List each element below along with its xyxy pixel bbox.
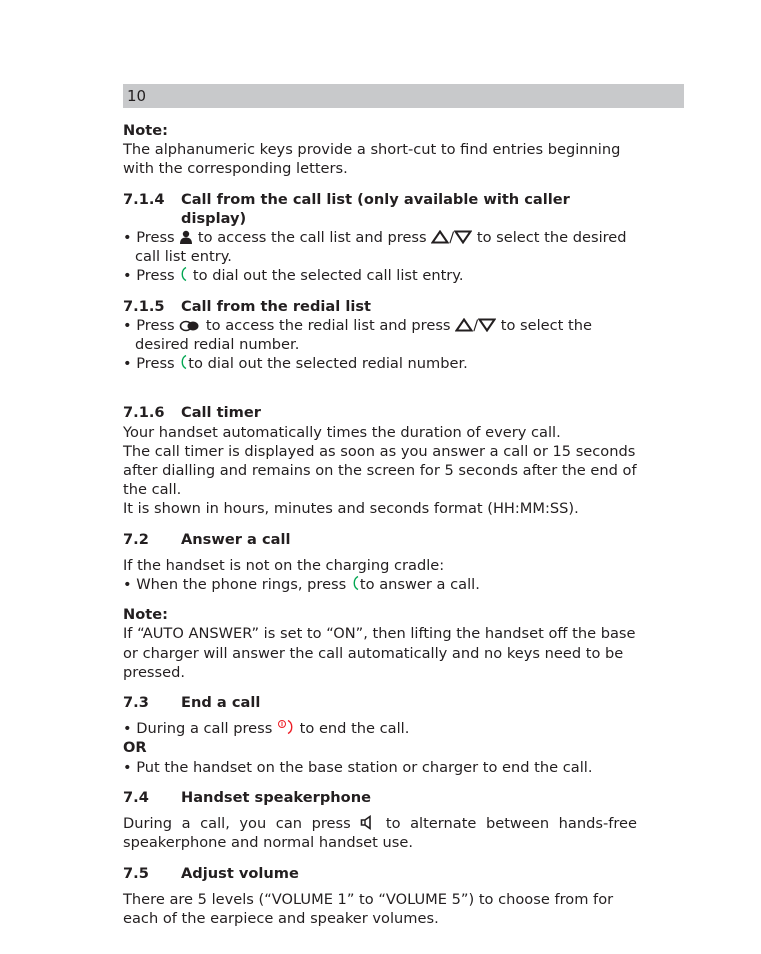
bullet-item: • During a call press to end the call.	[123, 720, 410, 738]
bullet-item: • Press to dial out the selected redial number.	[123, 355, 468, 373]
speaker-icon	[360, 815, 376, 830]
paragraph: There are 5 levels (“VOLUME 1” to “VOLUME 5”) to choose from for each of the earpiece and speaker volumes.	[123, 890, 614, 927]
section-heading-7-1-6	[123, 403, 637, 422]
section-number: 7.4	[123, 788, 149, 806]
paragraph: If the handset is not on the charging cradle:	[123, 556, 445, 574]
section-heading-7-2	[123, 530, 637, 549]
paragraph: It is shown in hours, minutes and seconds format (HH:MM:SS).	[123, 500, 579, 518]
redial-icon	[179, 320, 201, 332]
section-number: 7.1.4	[123, 190, 165, 208]
bullet-item: • Press to access the call list and press / to select the desired call list entry.	[123, 229, 627, 266]
section-title: End a call	[181, 694, 261, 712]
green-call-key-icon	[179, 354, 188, 370]
red-end-key-icon	[277, 719, 295, 735]
section-heading-7-3	[123, 693, 637, 712]
section-title: Handset speakerphone	[181, 788, 371, 806]
section-heading-7-1-4	[123, 190, 637, 228]
section-title: Call timer	[181, 404, 261, 422]
note-text: If “AUTO ANSWER” is set to “ON”, then lifting the handset off the base or charger will answer the call automatically and no keys need to be pressed.	[123, 625, 636, 681]
or-label: OR	[123, 739, 147, 757]
green-call-key-icon	[351, 575, 360, 591]
section-title: Call from the redial list	[181, 297, 371, 315]
page-number: 10	[127, 87, 147, 105]
bullet-item: • Press to access the redial list and press / to select the desired redial number.	[123, 316, 592, 354]
section-heading-7-5	[123, 864, 637, 883]
note-label: Note:	[123, 122, 168, 139]
section-title: Answer a call	[181, 530, 291, 548]
paragraph: Your handset automatically times the duration of every call.	[123, 423, 561, 441]
section-title: Adjust volume	[181, 864, 299, 882]
down-arrow-icon	[478, 318, 496, 332]
note-text: The alphanumeric keys provide a short-cut to find entries beginning with the corresponding letters.	[123, 141, 621, 178]
page-content	[123, 121, 637, 928]
section-heading-7-1-5	[123, 297, 637, 316]
bullet-item: • Put the handset on the base station or charger to end the call.	[123, 758, 593, 776]
bullet-item: • When the phone rings, press to answer a call.	[123, 576, 480, 594]
person-icon	[179, 230, 193, 244]
green-call-key-icon	[179, 266, 188, 282]
section-number: 7.3	[123, 694, 149, 712]
section-number: 7.5	[123, 864, 149, 882]
paragraph-line: speakerphone and normal handset use.	[123, 834, 413, 852]
header-bar	[123, 84, 684, 108]
paragraph: The call timer is displayed as soon as you answer a call or 15 seconds after dialling and remains on the screen for 5 seconds after the end of the call.	[123, 442, 637, 499]
bullet-item: • Press to dial out the selected call list entry.	[123, 267, 464, 285]
section-number: 7.1.6	[123, 404, 165, 422]
up-arrow-icon	[431, 230, 449, 244]
up-arrow-icon	[455, 318, 473, 332]
section-number: 7.2	[123, 530, 149, 548]
note-label: Note:	[123, 606, 168, 624]
section-heading-7-4	[123, 788, 637, 807]
down-arrow-icon	[454, 230, 472, 244]
paragraph-line: During a call, you can press to alternate between hands-free	[123, 815, 637, 833]
section-number: 7.1.5	[123, 297, 165, 315]
section-title: Call from the call list (only available with caller display)	[181, 190, 570, 227]
